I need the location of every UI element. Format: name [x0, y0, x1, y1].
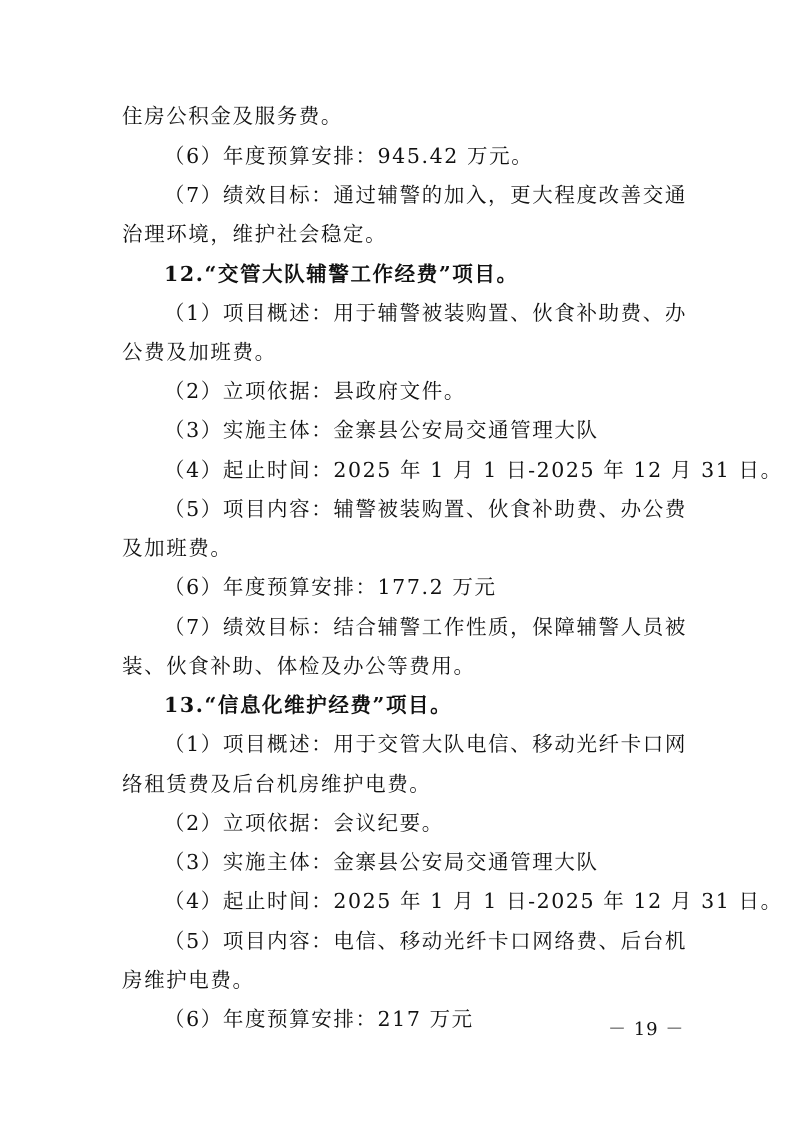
text-line-10: （4）起止时间：2025 年 1 月 1 日-2025 年 12 月 31 日。: [164, 458, 783, 482]
text-line-14: （7）绩效目标：结合辅警工作性质，保障辅警人员被: [164, 615, 687, 639]
text-line-1: 住房公积金及服务费。: [122, 104, 343, 128]
text-line-17: （1）项目概述：用于交管大队电信、移动光纤卡口网: [164, 732, 687, 756]
text-line-3: （7）绩效目标：通过辅警的加入，更大程度改善交通: [164, 183, 687, 207]
text-line-22: （5）项目内容：电信、移动光纤卡口网络费、后台机: [164, 929, 687, 953]
text-line-23: 房维护电费。: [122, 968, 255, 992]
text-line-8: （2）立项依据：县政府文件。: [164, 379, 466, 403]
text-line-18: 络租赁费及后台机房维护电费。: [122, 772, 432, 796]
text-line-15: 装、伙食补助、体检及办公等费用。: [122, 654, 476, 678]
section-heading-13: 13.“信息化维护经费”项目。: [164, 693, 453, 717]
text-line-7: 公费及加班费。: [122, 340, 277, 364]
text-line-24: （6）年度预算安排：217 万元: [164, 1007, 474, 1031]
text-line-21: （4）起止时间：2025 年 1 月 1 日-2025 年 12 月 31 日。: [164, 889, 783, 913]
section-heading-12: 12.“交管大队辅警工作经费”项目。: [164, 262, 519, 286]
text-line-6: （1）项目概述：用于辅警被装购置、伙食补助费、办: [164, 301, 687, 325]
text-line-11: （5）项目内容：辅警被装购置、伙食补助费、办公费: [164, 497, 687, 521]
text-line-2: （6）年度预算安排：945.42 万元。: [164, 144, 534, 168]
text-line-12: 及加班费。: [122, 536, 233, 560]
text-line-20: （3）实施主体：金寨县公安局交通管理大队: [164, 850, 599, 874]
text-line-13: （6）年度预算安排：177.2 万元: [164, 575, 497, 599]
text-line-9: （3）实施主体：金寨县公安局交通管理大队: [164, 418, 599, 442]
text-line-4: 治理环境，维护社会稳定。: [122, 222, 388, 246]
text-line-19: （2）立项依据：会议纪要。: [164, 811, 444, 835]
page-number: － 19 －: [608, 1019, 685, 1040]
